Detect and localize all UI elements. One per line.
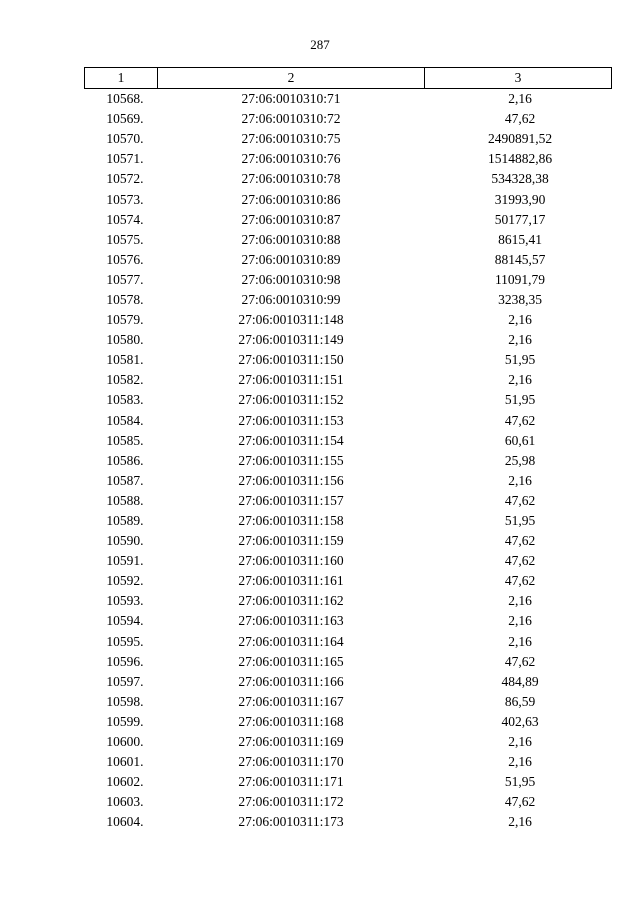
row-number-cell: 10577. bbox=[106, 271, 144, 287]
table-body bbox=[85, 89, 612, 833]
row-number-cell: 10575. bbox=[106, 231, 144, 247]
cadastral-number-cell: 27:06:0010311:169 bbox=[238, 734, 344, 750]
value-cell: 2,16 bbox=[508, 613, 532, 629]
cadastral-number-cell: 27:06:0010311:157 bbox=[238, 492, 344, 508]
row-number-cell: 10590. bbox=[106, 533, 144, 549]
cadastral-number-cell: 27:06:0010310:98 bbox=[241, 271, 341, 287]
value-cell: 8615,41 bbox=[498, 231, 542, 247]
row-number-cell: 10602. bbox=[106, 774, 144, 790]
row-number-cell: 10603. bbox=[106, 794, 144, 810]
table-row bbox=[85, 290, 612, 310]
table-row bbox=[85, 350, 612, 370]
table-row bbox=[85, 712, 612, 732]
cadastral-number-cell: 27:06:0010311:173 bbox=[238, 814, 344, 830]
value-cell: 47,62 bbox=[504, 794, 536, 810]
table-row bbox=[85, 210, 612, 230]
table-row bbox=[85, 672, 612, 692]
table-row bbox=[85, 310, 612, 330]
row-number-cell: 10596. bbox=[106, 653, 144, 669]
value-cell: 47,62 bbox=[504, 492, 536, 508]
value-cell: 51,95 bbox=[504, 352, 536, 368]
table-row bbox=[85, 652, 612, 672]
value-cell: 47,62 bbox=[504, 553, 536, 569]
cadastral-number-cell: 27:06:0010311:168 bbox=[238, 713, 344, 729]
value-cell: 86,59 bbox=[504, 693, 536, 709]
table-row bbox=[85, 511, 612, 531]
table-row bbox=[85, 149, 612, 169]
value-cell: 47,62 bbox=[504, 412, 536, 428]
row-number-cell: 10582. bbox=[106, 372, 144, 388]
row-number-cell: 10588. bbox=[106, 492, 144, 508]
table-row bbox=[85, 370, 612, 390]
table-row bbox=[85, 531, 612, 551]
row-number-cell: 10599. bbox=[106, 713, 144, 729]
row-number-cell: 10586. bbox=[106, 452, 144, 468]
table-row bbox=[85, 551, 612, 571]
row-number-cell: 10573. bbox=[106, 191, 144, 207]
row-number-cell: 10593. bbox=[106, 593, 144, 609]
table-row bbox=[85, 471, 612, 491]
cadastral-number-cell: 27:06:0010311:151 bbox=[238, 372, 344, 388]
cadastral-number-cell: 27:06:0010311:164 bbox=[238, 633, 344, 649]
cadastral-number-cell: 27:06:0010311:153 bbox=[238, 412, 344, 428]
row-number-cell: 10580. bbox=[106, 332, 144, 348]
cadastral-number-cell: 27:06:0010310:76 bbox=[241, 151, 341, 167]
cadastral-number-cell: 27:06:0010310:88 bbox=[241, 231, 341, 247]
page-number: 287 bbox=[310, 37, 330, 52]
value-cell: 2,16 bbox=[508, 734, 532, 750]
row-number-cell: 10589. bbox=[106, 513, 144, 529]
value-cell: 2,16 bbox=[508, 91, 532, 107]
table-row bbox=[85, 732, 612, 752]
value-cell: 47,62 bbox=[504, 533, 536, 549]
table-row bbox=[85, 451, 612, 471]
row-number-cell: 10594. bbox=[106, 613, 144, 629]
row-number-cell: 10591. bbox=[106, 553, 144, 569]
row-number-cell: 10572. bbox=[106, 171, 144, 187]
column-header-3: 3 bbox=[425, 68, 612, 89]
row-number-cell: 10576. bbox=[106, 251, 144, 267]
row-number-cell: 10581. bbox=[106, 352, 144, 368]
value-cell: 47,62 bbox=[504, 653, 536, 669]
table-header bbox=[85, 68, 612, 89]
row-number-cell: 10597. bbox=[106, 673, 144, 689]
row-number-cell: 10587. bbox=[106, 472, 144, 488]
row-number-cell: 10571. bbox=[106, 151, 144, 167]
table-row bbox=[85, 129, 612, 149]
cadastral-number-cell: 27:06:0010311:170 bbox=[238, 754, 344, 770]
cadastral-number-cell: 27:06:0010310:99 bbox=[241, 291, 341, 307]
value-cell: 2490891,52 bbox=[487, 131, 553, 147]
value-cell: 47,62 bbox=[504, 573, 536, 589]
cadastral-number-cell: 27:06:0010310:72 bbox=[241, 111, 341, 127]
table-row bbox=[85, 591, 612, 611]
table-row bbox=[85, 230, 612, 250]
cadastral-number-cell: 27:06:0010311:165 bbox=[238, 653, 344, 669]
table-row bbox=[85, 390, 612, 410]
value-cell: 2,16 bbox=[508, 312, 532, 328]
cadastral-number-cell: 27:06:0010311:159 bbox=[238, 533, 344, 549]
value-cell: 88145,57 bbox=[494, 251, 546, 267]
table-row bbox=[85, 169, 612, 189]
value-cell: 11091,79 bbox=[494, 271, 546, 287]
cadastral-number-cell: 27:06:0010311:154 bbox=[238, 432, 344, 448]
value-cell: 2,16 bbox=[508, 332, 532, 348]
cadastral-number-cell: 27:06:0010310:86 bbox=[241, 191, 341, 207]
cadastral-number-cell: 27:06:0010311:160 bbox=[238, 553, 344, 569]
value-cell: 60,61 bbox=[504, 432, 536, 448]
table-row bbox=[85, 431, 612, 451]
cadastral-number-cell: 27:06:0010311:155 bbox=[238, 452, 344, 468]
cadastral-number-cell: 27:06:0010311:148 bbox=[238, 312, 344, 328]
value-cell: 31993,90 bbox=[494, 191, 546, 207]
value-cell: 3238,35 bbox=[498, 291, 542, 307]
value-cell: 2,16 bbox=[508, 593, 532, 609]
cadastral-number-cell: 27:06:0010311:156 bbox=[238, 472, 344, 488]
row-number-cell: 10570. bbox=[106, 131, 144, 147]
table-row bbox=[85, 189, 612, 209]
row-number-cell: 10601. bbox=[106, 754, 144, 770]
table-row bbox=[85, 611, 612, 631]
value-cell: 50177,17 bbox=[494, 211, 546, 227]
value-cell: 1514882,86 bbox=[487, 151, 553, 167]
cadastral-number-cell: 27:06:0010311:150 bbox=[238, 352, 344, 368]
table-row bbox=[85, 250, 612, 270]
column-header-2: 2 bbox=[158, 68, 425, 89]
cadastral-number-cell: 27:06:0010311:152 bbox=[238, 392, 344, 408]
value-cell: 51,95 bbox=[504, 513, 536, 529]
table-row bbox=[85, 632, 612, 652]
value-cell: 25,98 bbox=[504, 452, 536, 468]
row-number-cell: 10598. bbox=[106, 693, 144, 709]
row-number-cell: 10569. bbox=[106, 111, 144, 127]
cadastral-number-cell: 27:06:0010311:166 bbox=[238, 673, 344, 689]
cadastral-number-cell: 27:06:0010311:158 bbox=[238, 513, 344, 529]
value-cell: 2,16 bbox=[508, 472, 532, 488]
table-row bbox=[85, 330, 612, 350]
cadastral-number-cell: 27:06:0010311:163 bbox=[238, 613, 344, 629]
cadastral-number-cell: 27:06:0010310:71 bbox=[241, 91, 341, 107]
cadastral-number-cell: 27:06:0010310:89 bbox=[241, 251, 341, 267]
table-row bbox=[85, 491, 612, 511]
cadastral-number-cell: 27:06:0010310:75 bbox=[241, 131, 341, 147]
row-number-cell: 10604. bbox=[106, 814, 144, 830]
cadastral-number-cell: 27:06:0010311:149 bbox=[238, 332, 344, 348]
value-cell: 402,63 bbox=[501, 713, 539, 729]
column-header-1: 1 bbox=[85, 68, 158, 89]
data-table bbox=[84, 67, 612, 832]
row-number-cell: 10584. bbox=[106, 412, 144, 428]
table-row bbox=[85, 270, 612, 290]
value-cell: 51,95 bbox=[504, 774, 536, 790]
table-row bbox=[85, 89, 612, 110]
row-number-cell: 10592. bbox=[106, 573, 144, 589]
table-row bbox=[85, 752, 612, 772]
cadastral-number-cell: 27:06:0010311:171 bbox=[238, 774, 344, 790]
cadastral-number-cell: 27:06:0010311:172 bbox=[238, 794, 344, 810]
value-cell: 2,16 bbox=[508, 814, 532, 830]
row-number-cell: 10583. bbox=[106, 392, 144, 408]
cadastral-number-cell: 27:06:0010310:78 bbox=[241, 171, 341, 187]
value-cell: 534328,38 bbox=[491, 171, 549, 187]
value-cell: 484,89 bbox=[501, 673, 539, 689]
row-number-cell: 10585. bbox=[106, 432, 144, 448]
table-row bbox=[85, 772, 612, 792]
value-cell: 51,95 bbox=[504, 392, 536, 408]
row-number-cell: 10579. bbox=[106, 312, 144, 328]
value-cell: 2,16 bbox=[508, 754, 532, 770]
row-number-cell: 10595. bbox=[106, 633, 144, 649]
table-row bbox=[85, 792, 612, 812]
value-cell: 47,62 bbox=[504, 111, 536, 127]
row-number-cell: 10568. bbox=[106, 91, 144, 107]
table-row bbox=[85, 109, 612, 129]
cadastral-number-cell: 27:06:0010311:162 bbox=[238, 593, 344, 609]
row-number-cell: 10574. bbox=[106, 211, 144, 227]
value-cell: 2,16 bbox=[508, 372, 532, 388]
header-row bbox=[85, 68, 612, 89]
cadastral-number-cell: 27:06:0010310:87 bbox=[241, 211, 341, 227]
cadastral-number-cell: 27:06:0010311:161 bbox=[238, 573, 344, 589]
table-row bbox=[85, 812, 612, 832]
table-row bbox=[85, 411, 612, 431]
table-row bbox=[85, 571, 612, 591]
row-number-cell: 10578. bbox=[106, 291, 144, 307]
row-number-cell: 10600. bbox=[106, 734, 144, 750]
table-row bbox=[85, 692, 612, 712]
value-cell: 2,16 bbox=[508, 633, 532, 649]
cadastral-number-cell: 27:06:0010311:167 bbox=[238, 693, 344, 709]
